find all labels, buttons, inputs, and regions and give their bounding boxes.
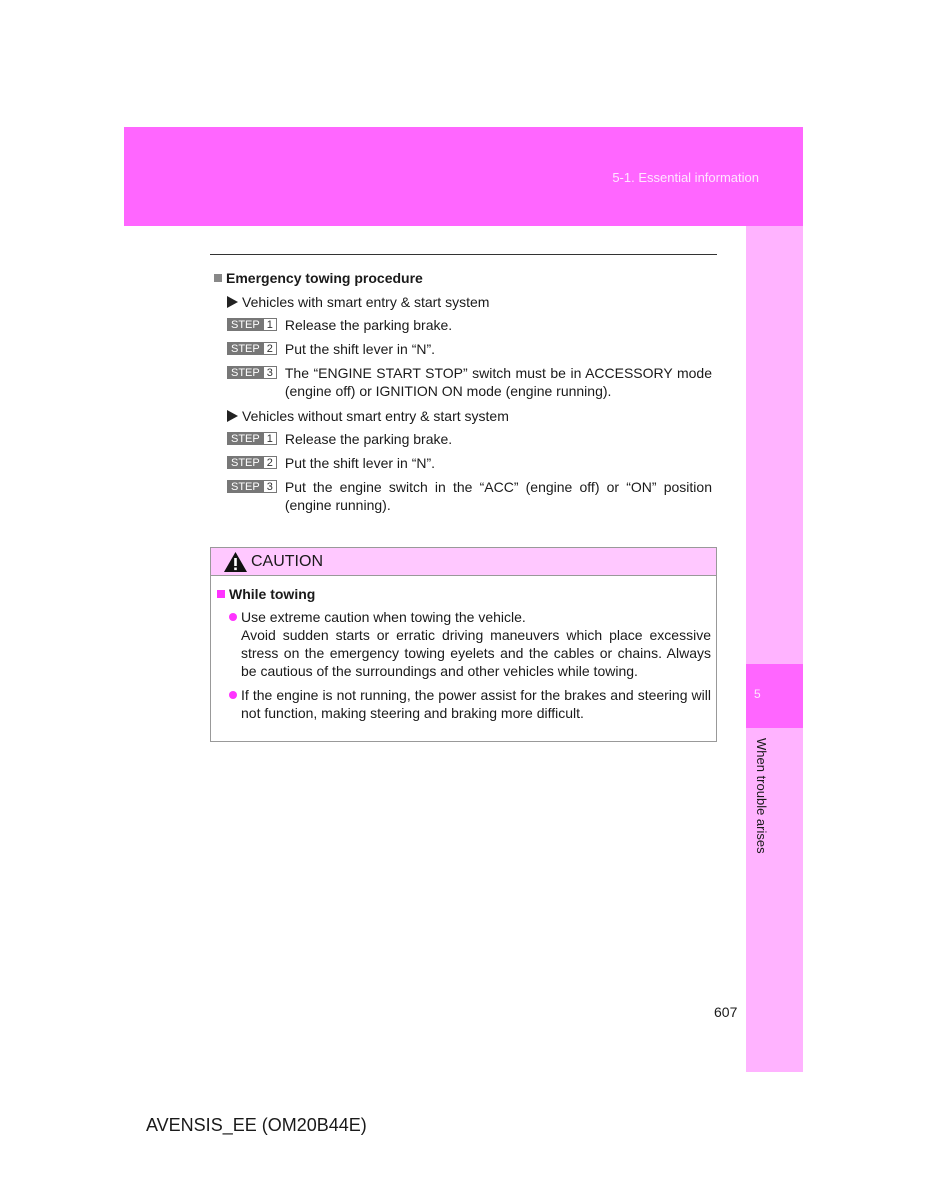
step-word: STEP <box>227 480 264 493</box>
step-text: Put the shift lever in “N”. <box>284 341 436 357</box>
header-band <box>124 127 803 226</box>
step-text: Put the engine switch in the “ACC” (engine off) or “ON” position (engine running). <box>284 479 712 513</box>
group-label: Vehicles with smart entry & start system <box>242 294 490 310</box>
step-badge <box>227 480 277 493</box>
step-word: STEP <box>227 432 264 445</box>
page-number: 607 <box>714 1004 738 1020</box>
square-icon <box>217 590 225 598</box>
step-text: Release the parking brake. <box>284 317 453 333</box>
warning-triangle-icon <box>223 551 248 573</box>
step-badge <box>227 432 277 445</box>
step-number: 1 <box>264 432 277 445</box>
triangle-right-icon <box>227 296 238 308</box>
step-text: The “ENGINE START STOP” switch must be in ACCESSORY mode (engine off) or IGNITION ON mode (engine running). <box>284 365 712 399</box>
bullet-dot-icon <box>229 691 237 699</box>
group-heading <box>227 408 712 424</box>
caution-label: CAUTION <box>251 552 323 570</box>
step-text: Put the shift lever in “N”. <box>284 455 436 471</box>
bullet-text <box>241 686 711 722</box>
doc-code: AVENSIS_EE (OM20B44E) <box>146 1115 367 1135</box>
step-item <box>227 364 712 400</box>
step-item <box>227 478 712 514</box>
bullet-line: If the engine is not running, the power assist for the brakes and steering will not function, making steering and braking more difficult. <box>241 687 711 721</box>
caution-bullet <box>229 608 711 680</box>
divider <box>210 254 717 255</box>
procedure-section <box>214 270 712 514</box>
bullet-line: Avoid sudden starts or erratic driving maneuvers which place excessive stress on the emergency towing eyelets and the cables or chains. Always be cautious of the surroundings and other vehicles while towing. <box>241 627 711 679</box>
step-word: STEP <box>227 456 264 469</box>
bullet-line: Use extreme caution when towing the vehicle. <box>241 609 526 625</box>
caution-bullet <box>229 686 711 722</box>
chapter-side-tab <box>746 226 803 1072</box>
step-number: 3 <box>264 366 277 379</box>
step-number: 3 <box>264 480 277 493</box>
step-item <box>227 340 712 358</box>
bullet-dot-icon <box>229 613 237 621</box>
group-heading <box>227 294 712 310</box>
step-number: 2 <box>264 342 277 355</box>
step-word: STEP <box>227 366 264 379</box>
step-item <box>227 430 712 448</box>
caution-subtitle-text: While towing <box>229 586 316 602</box>
step-text: Release the parking brake. <box>284 431 453 447</box>
step-number: 2 <box>264 456 277 469</box>
square-icon <box>214 274 222 282</box>
caution-body <box>211 576 716 722</box>
step-word: STEP <box>227 318 264 331</box>
step-badge <box>227 342 277 355</box>
step-item <box>227 454 712 472</box>
chapter-title: When trouble arises <box>754 738 769 854</box>
step-badge <box>227 366 277 379</box>
step-badge <box>227 318 277 331</box>
triangle-right-icon <box>227 410 238 422</box>
procedure-title: Emergency towing procedure <box>226 270 423 286</box>
step-word: STEP <box>227 342 264 355</box>
step-badge <box>227 456 277 469</box>
procedure-heading <box>214 270 712 286</box>
bullet-text <box>241 608 711 680</box>
caution-header <box>211 548 716 576</box>
step-number: 1 <box>264 318 277 331</box>
chapter-number: 5 <box>754 687 761 701</box>
section-label: 5-1. Essential information <box>612 170 759 185</box>
step-item <box>227 316 712 334</box>
caution-box <box>210 547 717 742</box>
caution-subtitle <box>217 586 711 602</box>
group-label: Vehicles without smart entry & start system <box>242 408 509 424</box>
